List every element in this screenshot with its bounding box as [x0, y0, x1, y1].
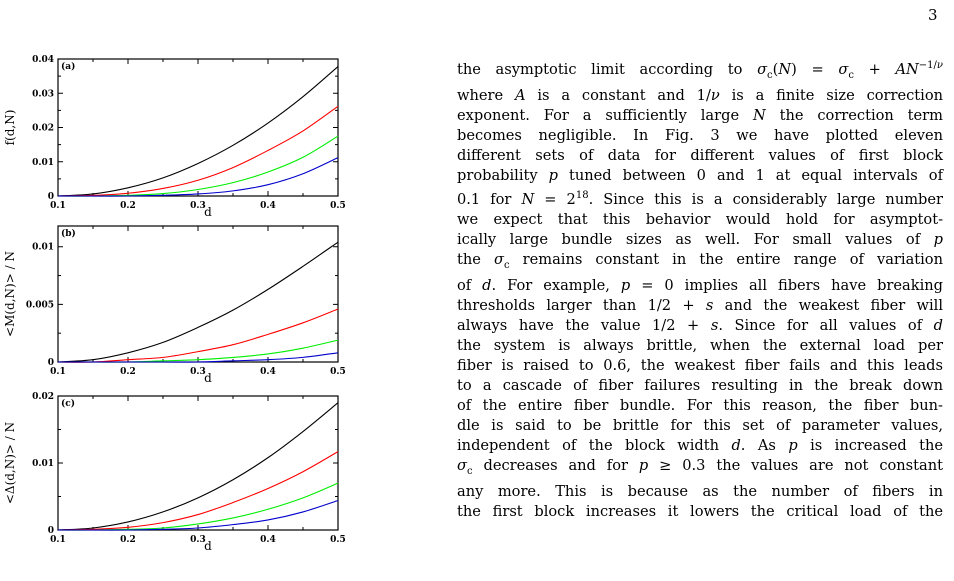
- y-tick-label: 0: [47, 358, 54, 368]
- x-tick-label: 0.1: [50, 535, 66, 545]
- panel-label: (b): [61, 229, 76, 239]
- y-tick-label: 0: [47, 192, 54, 202]
- plot-frame-1: [58, 59, 338, 196]
- y-tick-label: 0.01: [32, 459, 54, 469]
- x-tick-label: 0.3: [190, 367, 206, 377]
- y-tick-label: 0.02: [32, 392, 54, 402]
- text-line: becomes negligible. In Fig. 3 we have plotted eleven: [457, 126, 943, 144]
- body-text: [457, 56, 943, 522]
- page-number: 3: [928, 6, 938, 24]
- x-axis-label: d: [204, 371, 212, 385]
- x-tick-label: 0.4: [260, 367, 276, 377]
- y-tick-label: 0.005: [25, 300, 54, 311]
- series-line-2: [58, 309, 338, 362]
- y-tick-label: 0.04: [32, 55, 54, 65]
- text-line: $\sigma_c$ decreases and for p ≥ 0.3 the values are not constant: [457, 457, 943, 478]
- text-line: always have the value 1/2 + s. Since for all values of d: [457, 317, 943, 335]
- text-line: dle is said to be brittle for this set of parameter values,: [457, 417, 943, 435]
- x-tick-label: 0.2: [120, 201, 136, 211]
- figure: [0, 0, 400, 581]
- x-axis-label: d: [204, 539, 212, 553]
- text-line: 0.1 for $N = 2^{18}$. Since this is a considerably large number: [457, 190, 944, 208]
- x-tick-label: 0.3: [190, 535, 206, 545]
- series-line-1: [58, 403, 338, 530]
- plot-frame-2: [58, 226, 338, 362]
- text-line: ically large bundle sizes as well. For small values of p: [457, 231, 943, 248]
- y-tick-label: 0.03: [32, 89, 54, 100]
- text-line: any more. This is because as the number of fibers in: [457, 483, 943, 501]
- series-line-3: [58, 483, 338, 530]
- series-line-2: [58, 106, 338, 196]
- text-line: to a cascade of fiber failures resulting in the break down: [457, 377, 943, 395]
- x-tick-label: 0.1: [50, 367, 66, 377]
- series-line-3: [58, 136, 338, 196]
- y-tick-label: 0: [47, 526, 54, 536]
- figure-plots: [0, 0, 400, 581]
- x-tick-label: 0.2: [120, 535, 136, 545]
- text-line: exponent. For a sufficiently large N the correction term: [457, 106, 943, 124]
- x-tick-label: 0.2: [120, 367, 136, 377]
- x-axis-label: d: [204, 205, 212, 219]
- text-line: of the entire fiber bundle. For this reason, the fiber bun-: [457, 397, 943, 415]
- y-axis-label: <Δ(d,N)> / N: [3, 421, 17, 505]
- y-axis-label: f(d,N): [3, 109, 17, 146]
- text-line: of d. For example, p = 0 implies all fibers have breaking: [457, 277, 943, 294]
- x-tick-label: 0.5: [330, 367, 346, 377]
- y-tick-label: 0.01: [32, 157, 54, 168]
- x-tick-label: 0.4: [260, 535, 276, 545]
- text-line: the asymptotic limit according to $\sigma_c(N) = \sigma_c + AN^{-1/\nu}$: [457, 60, 944, 81]
- x-tick-label: 0.1: [50, 201, 66, 211]
- x-tick-label: 0.3: [190, 201, 206, 211]
- x-tick-label: 0.4: [260, 201, 276, 211]
- x-tick-label: 0.5: [330, 201, 346, 211]
- panel-label: (a): [61, 62, 76, 72]
- y-axis-label: <M(d,N)> / N: [3, 251, 17, 337]
- text-line: where A is a constant and 1/ν is a finite size correction: [457, 86, 944, 104]
- panel-label: (c): [61, 399, 75, 409]
- series-line-1: [58, 242, 338, 362]
- text-line: probability p tuned between 0 and 1 at equal intervals of: [457, 167, 943, 184]
- text-line: the first block increases it lowers the critical load of the: [457, 503, 943, 521]
- series-line-2: [58, 452, 338, 530]
- text-line: independent of the block width d. As p is increased the: [457, 437, 943, 455]
- plot-frame-3: [58, 396, 338, 530]
- text-line: the system is always brittle, when the external load per: [457, 337, 943, 355]
- x-tick-label: 0.5: [330, 535, 346, 545]
- text-line: we expect that this behavior would hold for asymptot-: [457, 210, 943, 228]
- text-line: the $\sigma_c$ remains constant in the entire range of variation: [457, 251, 943, 271]
- y-tick-label: 0.01: [32, 242, 54, 253]
- text-line: fiber is raised to 0.6, the weakest fiber fails and this leads: [457, 357, 943, 375]
- y-tick-label: 0.02: [32, 123, 54, 134]
- text-line: different sets of data for different values of first block: [457, 146, 943, 164]
- text-line: thresholds larger than 1/2 + s and the weakest fiber will: [457, 297, 943, 315]
